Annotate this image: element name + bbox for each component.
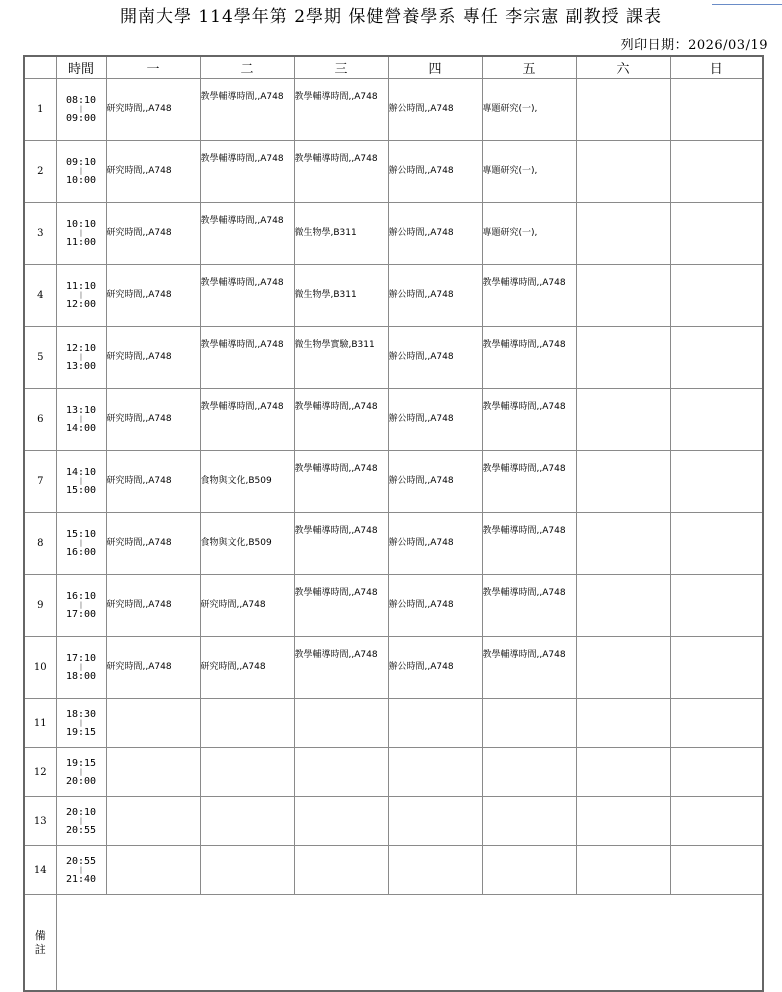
schedule-cell-mon: 研究時間,,A748 [106,513,200,575]
schedule-cell-fri: 教學輔導時間,,A748 [482,513,576,575]
period-time [56,699,106,748]
schedule-table [23,55,764,992]
time-separator: | [78,601,84,609]
schedule-cell-tue: 教學輔導時間,,A748 [200,327,294,389]
period-number: 5 [24,327,56,389]
period-number: 14 [24,846,56,895]
schedule-cell-thu: 辦公時間,,A748 [388,203,482,265]
schedule-cell-sun [670,513,763,575]
period-number: 12 [24,748,56,797]
period-number: 10 [24,637,56,699]
schedule-cell-fri [482,748,576,797]
period-number: 1 [24,79,56,141]
time-separator: | [78,167,84,175]
schedule-cell-fri [482,846,576,895]
schedule-cell-sun [670,846,763,895]
schedule-cell-sat [576,797,670,846]
period-row [24,327,763,389]
schedule-cell-thu: 辦公時間,,A748 [388,637,482,699]
schedule-cell-fri: 專題研究(一), [482,79,576,141]
period-start: 13:10 [65,405,97,416]
day-header-fri: 五 [482,56,576,79]
schedule-cell-tue [200,748,294,797]
period-time [56,846,106,895]
schedule-cell-tue [200,846,294,895]
schedule-cell-wed: 教學輔導時間,,A748 [294,451,388,513]
period-start: 17:10 [65,653,97,664]
period-row [24,797,763,846]
schedule-cell-thu: 辦公時間,,A748 [388,575,482,637]
schedule-cell-wed: 教學輔導時間,,A748 [294,637,388,699]
schedule-cell-fri [482,797,576,846]
period-end: 14:00 [65,423,97,434]
schedule-cell-tue: 食物與文化,B509 [200,451,294,513]
schedule-cell-thu: 辦公時間,,A748 [388,513,482,575]
page-title: 開南大學 114學年第 2學期 保健營養學系 專任 李宗憲 副教授 課表 [119,7,663,27]
period-time [56,203,106,265]
day-header-tue: 二 [200,56,294,79]
time-separator: | [78,415,84,423]
schedule-cell-fri: 教學輔導時間,,A748 [482,265,576,327]
period-time [56,748,106,797]
schedule-cell-tue: 食物與文化,B509 [200,513,294,575]
period-end: 12:00 [65,299,97,310]
period-time [56,79,106,141]
time-separator: | [78,291,84,299]
period-time [56,265,106,327]
schedule-cell-mon: 研究時間,,A748 [106,451,200,513]
schedule-cell-sun [670,203,763,265]
period-time [56,637,106,699]
schedule-cell-wed: 微生物學,B311 [294,265,388,327]
period-row [24,637,763,699]
schedule-cell-tue: 教學輔導時間,,A748 [200,79,294,141]
schedule-cell-fri: 教學輔導時間,,A748 [482,637,576,699]
notes-content [56,895,763,992]
period-number: 3 [24,203,56,265]
day-header-mon: 一 [106,56,200,79]
schedule-cell-fri: 教學輔導時間,,A748 [482,327,576,389]
period-end: 11:00 [65,237,97,248]
time-separator: | [78,229,84,237]
period-end: 13:00 [65,361,97,372]
schedule-cell-sat [576,203,670,265]
schedule-cell-sun [670,748,763,797]
schedule-cell-mon: 研究時間,,A748 [106,79,200,141]
period-row [24,748,763,797]
period-start: 19:15 [65,757,97,769]
schedule-cell-tue [200,699,294,748]
time-separator: | [78,539,84,547]
period-start: 18:30 [65,708,97,720]
day-header-thu: 四 [388,56,482,79]
schedule-cell-mon: 研究時間,,A748 [106,265,200,327]
schedule-cell-sat [576,575,670,637]
period-start: 15:10 [65,529,97,540]
time-separator: | [78,353,84,361]
schedule-cell-mon: 研究時間,,A748 [106,327,200,389]
schedule-cell-wed: 教學輔導時間,,A748 [294,79,388,141]
period-end: 21:40 [65,873,97,885]
notes-row [24,895,763,992]
period-number: 7 [24,451,56,513]
period-number: 2 [24,141,56,203]
schedule-cell-sat [576,699,670,748]
period-time [56,513,106,575]
period-row [24,846,763,895]
period-start: 16:10 [65,591,97,602]
period-row [24,699,763,748]
schedule-cell-sat [576,513,670,575]
schedule-cell-mon [106,846,200,895]
schedule-cell-sun [670,699,763,748]
schedule-cell-sat [576,451,670,513]
period-start: 20:10 [65,806,97,818]
schedule-cell-wed: 教學輔導時間,,A748 [294,141,388,203]
period-time [56,327,106,389]
period-end: 09:00 [65,113,97,124]
day-header-sun: 日 [670,56,763,79]
day-header-wed: 三 [294,56,388,79]
schedule-cell-wed: 微生物學,B311 [294,203,388,265]
schedule-cell-sun [670,265,763,327]
schedule-cell-mon: 研究時間,,A748 [106,389,200,451]
period-end: 20:55 [65,824,97,836]
time-separator: | [78,105,84,113]
time-separator: | [78,767,84,776]
time-header: 時間 [56,56,106,79]
schedule-cell-mon: 研究時間,,A748 [106,575,200,637]
period-time [56,575,106,637]
notes-label: 備 註 [24,895,56,992]
schedule-cell-sat [576,846,670,895]
schedule-cell-sun [670,327,763,389]
time-separator: | [78,865,84,874]
time-separator: | [78,816,84,825]
schedule-cell-wed: 教學輔導時間,,A748 [294,575,388,637]
schedule-cell-mon: 研究時間,,A748 [106,637,200,699]
period-row [24,451,763,513]
schedule-cell-fri: 專題研究(一), [482,141,576,203]
schedule-cell-fri: 教學輔導時間,,A748 [482,389,576,451]
schedule-cell-sat [576,748,670,797]
period-start: 20:55 [65,855,97,867]
schedule-cell-tue: 研究時間,,A748 [200,637,294,699]
period-number: 9 [24,575,56,637]
period-start: 11:10 [65,281,97,292]
period-time [56,141,106,203]
schedule-cell-fri: 教學輔導時間,,A748 [482,451,576,513]
period-end: 16:00 [65,547,97,558]
period-row [24,79,763,141]
schedule-cell-thu: 辦公時間,,A748 [388,451,482,513]
schedule-cell-sat [576,141,670,203]
schedule-cell-sun [670,79,763,141]
period-start: 09:10 [65,157,97,168]
period-end: 15:00 [65,485,97,496]
schedule-cell-tue: 教學輔導時間,,A748 [200,265,294,327]
time-separator: | [78,477,84,485]
schedule-cell-sat [576,79,670,141]
schedule-cell-thu [388,748,482,797]
schedule-cell-mon: 研究時間,,A748 [106,203,200,265]
schedule-cell-wed [294,699,388,748]
period-row [24,141,763,203]
period-time [56,389,106,451]
schedule-cell-thu: 辦公時間,,A748 [388,327,482,389]
period-number: 4 [24,265,56,327]
schedule-cell-thu [388,797,482,846]
period-number: 8 [24,513,56,575]
period-number: 11 [24,699,56,748]
period-start: 08:10 [65,95,97,106]
schedule-cell-sun [670,575,763,637]
header-row [24,56,763,79]
period-time [56,797,106,846]
print-date: 列印日期：2026/03/19 [620,38,768,53]
schedule-cell-sun [670,141,763,203]
schedule-cell-tue: 教學輔導時間,,A748 [200,203,294,265]
time-separator: | [78,663,84,671]
schedule-cell-mon: 研究時間,,A748 [106,141,200,203]
period-end: 19:15 [65,726,97,738]
schedule-cell-thu [388,699,482,748]
period-time [56,451,106,513]
period-number: 13 [24,797,56,846]
period-end: 18:00 [65,671,97,682]
schedule-cell-mon [106,748,200,797]
schedule-cell-sun [670,451,763,513]
schedule-cell-mon [106,699,200,748]
schedule-cell-sat [576,327,670,389]
period-start: 10:10 [65,219,97,230]
period-row [24,575,763,637]
schedule-cell-sun [670,389,763,451]
period-row [24,203,763,265]
period-start: 12:10 [65,343,97,354]
schedule-cell-wed: 微生物學實驗,B311 [294,327,388,389]
schedule-cell-wed [294,797,388,846]
schedule-cell-tue: 教學輔導時間,,A748 [200,389,294,451]
schedule-cell-wed: 教學輔導時間,,A748 [294,389,388,451]
schedule-cell-tue [200,797,294,846]
period-start: 14:10 [65,467,97,478]
schedule-cell-wed: 教學輔導時間,,A748 [294,513,388,575]
schedule-cell-thu: 辦公時間,,A748 [388,79,482,141]
period-row [24,389,763,451]
schedule-cell-tue: 教學輔導時間,,A748 [200,141,294,203]
schedule-cell-thu: 辦公時間,,A748 [388,141,482,203]
schedule-cell-mon [106,797,200,846]
schedule-cell-sat [576,389,670,451]
schedule-cell-sun [670,797,763,846]
top-edge-line [712,4,782,5]
schedule-cell-thu: 辦公時間,,A748 [388,265,482,327]
schedule-cell-fri: 專題研究(一), [482,203,576,265]
period-end: 17:00 [65,609,97,620]
period-end: 10:00 [65,175,97,186]
schedule-cell-thu [388,846,482,895]
schedule-cell-fri: 教學輔導時間,,A748 [482,575,576,637]
schedule-cell-tue: 研究時間,,A748 [200,575,294,637]
schedule-cell-sun [670,637,763,699]
schedule-cell-thu: 辦公時間,,A748 [388,389,482,451]
schedule-cell-wed [294,748,388,797]
schedule-cell-wed [294,846,388,895]
schedule-cell-sat [576,637,670,699]
corner-cell [24,56,56,79]
schedule-cell-sat [576,265,670,327]
schedule-cell-fri [482,699,576,748]
period-row [24,513,763,575]
period-end: 20:00 [65,775,97,787]
period-number: 6 [24,389,56,451]
time-separator: | [78,718,84,727]
day-header-sat: 六 [576,56,670,79]
period-row [24,265,763,327]
